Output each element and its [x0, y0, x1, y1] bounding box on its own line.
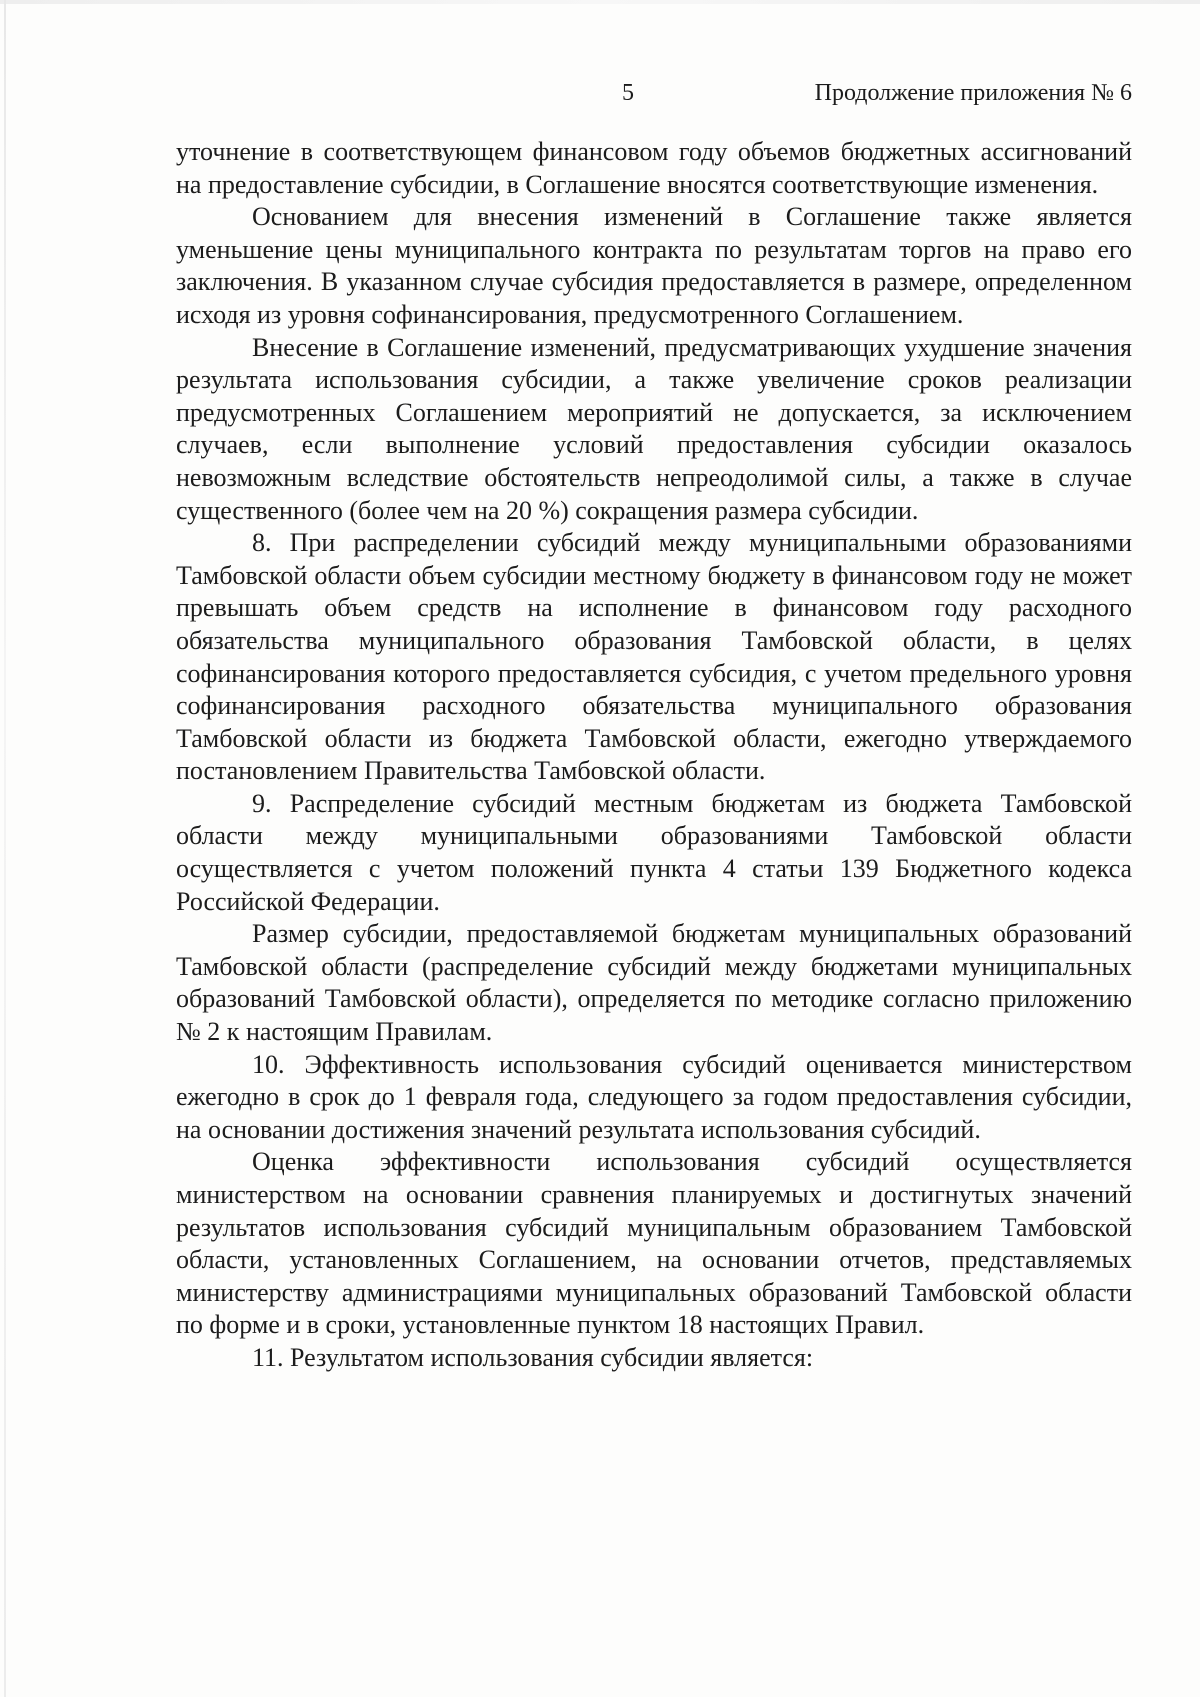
paragraph-item-11: 11. Результатом использования субсидии является:: [252, 1342, 814, 1372]
running-header: Продолжение приложения № 6: [814, 80, 1132, 106]
paragraph-continuation: уточнение в соответствующем финансовом году объемов бюджетных ассигнований на предоставление субсидии, в Соглашение вносятся соответствующие изменения.: [176, 137, 1132, 199]
scan-border-top: [0, 0, 1200, 4]
paragraph-price-reduction: Основанием для внесения изменений в Соглашение также является уменьшение цены муниципального контракта по результатам торгов на право его заключения. В указанном случае субсидия предоставляется в размере, определенном исходя из уровня софинансирования, предусмотренного Соглашением.: [176, 202, 1132, 329]
scan-border-left: [4, 0, 6, 1697]
paragraph-amendments: Внесение в Соглашение изменений, предусматривающих ухудшение значения результата использования субсидии, а также увеличение сроков реализации предусмотренных Соглашением мероприятий не допускается, за исключением случаев, если выполнение условий предоставления субсидии оказалось невозможным вследствие обстоятельств непреодолимой силы, а также в случае существенного (более чем на 20 %) сокращения размера субсидии.: [176, 332, 1132, 525]
paragraph-subsidy-amount: Размер субсидии, предоставляемой бюджетам муниципальных образований Тамбовской области (распределение субсидий между бюджетами муниципальных образований Тамбовской области), определяется по методике согласно приложению № 2 к настоящим Правилам.: [176, 919, 1132, 1047]
document-body: [176, 136, 1132, 1375]
page-number: 5: [622, 80, 634, 106]
paragraph-efficiency-assessment: Оценка эффективности использования субсидий осуществляется министерством на основании сравнения планируемых и достигнутых значений результатов использования субсидий муниципальным образованием Тамбовской области, установленных Соглашением, на основании отчетов, представляемых министерству администрациями муниципальных образований Тамбовской области по форме и в сроки, установленные пунктом 18 настоящих Правил.: [176, 1147, 1132, 1340]
paragraph-item-9: 9. Распределение субсидий местным бюджетам из бюджета Тамбовской области между муниципальными образованиями Тамбовской области осуществляется с учетом положений пункта 4 статьи 139 Бюджетного кодекса Российской Федерации.: [176, 788, 1132, 916]
paragraph-item-8: 8. При распределении субсидий между муниципальными образованиями Тамбовской области объем субсидии местному бюджету в финансовом году не может превышать объем средств на исполнение в финансовом году расходного обязательства муниципального образования Тамбовской области, в целях софинансирования которого предоставляется субсидия, с учетом предельного уровня софинансирования расходного обязательства муниципального образования Тамбовской области из бюджета Тамбовской области, ежегодно утверждаемого постановлением Правительства Тамбовской области.: [176, 528, 1132, 786]
paragraph-item-10: 10. Эффективность использования субсидий оценивается министерством ежегодно в срок до 1 февраля года, следующего за годом предоставления субсидии, на основании достижения значений результата использования субсидий.: [176, 1049, 1132, 1144]
